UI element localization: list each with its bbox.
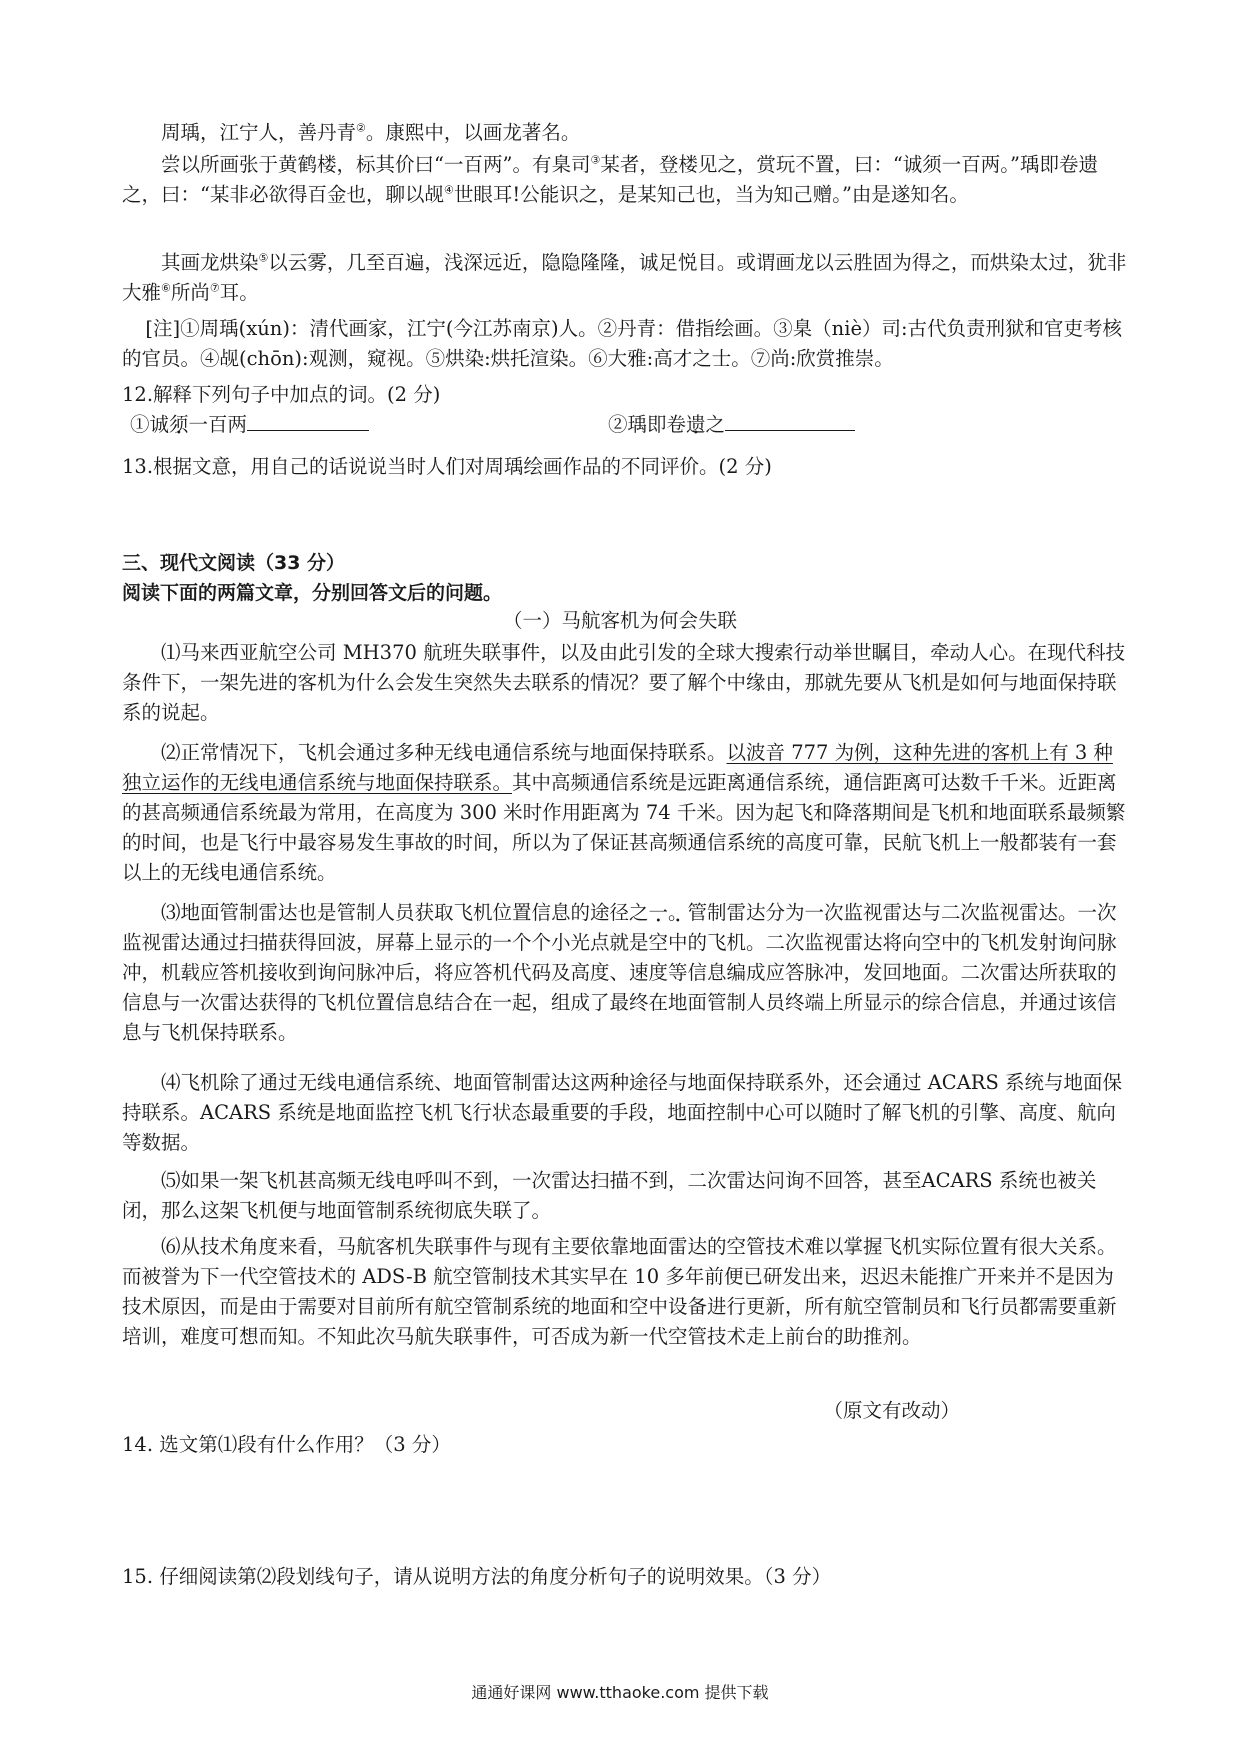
dotted-word: 遗 (686, 413, 706, 436)
question-15: 15. 仔细阅读第⑵段划线句子，请从说明方法的角度分析句子的说明效果。（3 分） (122, 1565, 832, 1588)
article-paragraph-1: ⑴马来西亚航空公司 MH370 航班失联事件，以及由此引发的全球大搜索行动举世瞩目，牵动人心。在现代科技条件下，一架先进的客机为什么会发生突然失去联系的情况？要了解个中缘由，那就先要从飞机是如何与地面保持联系的说起。 (122, 641, 1126, 724)
classical-paragraph-1: 周瑀，江宁人，善丹青②。康熙中，以画龙著名。 (161, 121, 581, 144)
classical-annotations: [注]①周瑀(xún)：清代画家，江宁(今江苏南京)人。②丹青：借指绘画。③臬（niè）司:古代负责刑狱和官吏考核的官员。④觇(chōn):观测，窥视。⑤烘染:烘托渲染。⑥大雅:高才之士。⑦尚:欣赏推崇。 (122, 317, 1123, 370)
classical-paragraph-3: 其画龙烘染⑤以云雾，几至百遍，浅深远近，隐隐隆隆，诚足悦目。或谓画龙以云胜固为得之，而烘染太过，犹非大雅⑥所尚⑦耳。 (122, 251, 1127, 304)
dotted-word: 须 (169, 413, 189, 436)
answer-blank-12-2[interactable] (725, 412, 855, 431)
underlined-sentence: 以波音 777 为例，这种先进的客机上有 3 种独立运作的无线电通信系统与地面保持联系。 (122, 741, 1113, 794)
question-12: 12.解释下列句子中加点的词。(2 分) (122, 383, 441, 406)
question-12-item-1: ①诚须一百两 (130, 410, 560, 440)
article-paragraph-4: ⑷飞机除了通过无线电通信系统、地面管制雷达这两种途径与地面保持联系外，还会通过 ACARS 系统与地面保持联系。ACARS 系统是地面监控飞机飞行状态最重要的手段，地面控制中心可以随时了解飞机的引擎、高度、航向等数据。 (122, 1071, 1123, 1154)
article-paragraph-6: ⑹从技术角度来看，马航客机失联事件与现有主要依靠地面雷达的空管技术难以掌握飞机实际位置有很大关系。而被誉为下一代空管技术的 ADS-B 航空管制技术其实早在 10 多年前便已研发出来，迟迟未能推广开来并不是因为技术原因，而是由于需要对目前所有航空管制系统的地面和空中设备进行更新，所有航空管制员和飞行员都需要重新培训，难度可想而知。不知此次马航失联事件，可否成为新一代空管技术走上前台的助推剂。 (122, 1235, 1117, 1348)
question-14: 14. 选文第⑴段有什么作用？（3 分） (122, 1433, 451, 1456)
dotted-char: 之 (629, 901, 649, 924)
classical-paragraph-2: 尝以所画张于黄鹤楼，标其价曰“一百两”。有臬司③某者，登楼见之，赏玩不置，曰：“诚须一百两。”瑀即卷遗之，曰：“某非必欲得百金也，聊以觇④世眼耳!公能识之，是某知己也，当为知己赠。”由是遂知名。 (122, 153, 1099, 206)
article-paragraph-2: ⑵正常情况下，飞机会通过多种无线电通信系统与地面保持联系。以波音 777 为例，这种先进的客机上有 3 种独立运作的无线电通信系统与地面保持联系。其中高频通信系统是远距离通信系统，通信距离可达数千千米。近距离的甚高频通信系统最为常用，在高度为 300 米时作用距离为 74 千米。因为起飞和降落期间是飞机和地面联系最频繁的时间，也是飞行中最容易发生事故的时间，所以为了保证甚高频通信系统的高度可靠，民航飞机上一般都装有一套以上的无线电通信系统。 (122, 741, 1126, 884)
section-instruction: 阅读下面的两篇文章，分别回答文后的问题。 (122, 582, 503, 604)
article-paragraph-3: ⑶地面管制雷达也是管制人员获取飞机位置信息的途径之一。管制雷达分为一次监视雷达与二次监视雷达。一次监视雷达通过扫描获得回波，屏幕上显示的一个个小光点就是空中的飞机。二次监视雷达将向空中的飞机发射询问脉冲，机载应答机接收到询问脉冲后，将应答机代码及高度、速度等信息编成应答脉冲，发回地面。二次雷达所获取的信息与一次雷达获得的飞机位置信息结合在一起，组成了最终在地面管制人员终端上所显示的综合信息，并通过该信息与飞机保持联系。 (122, 901, 1117, 1044)
dotted-char: 一 (648, 901, 669, 924)
source-note: （原文有改动） (823, 1399, 960, 1422)
question-13: 13.根据文意，用自己的话说说当时人们对周瑀绘画作品的不同评价。(2 分) (122, 455, 772, 478)
article-title: （一）马航客机为何会失联 (502, 609, 737, 632)
page-footer: 通通好课网 www.tthaoke.com 提供下载 (471, 1683, 769, 1702)
section-heading: 三、现代文阅读（33 分） (122, 552, 346, 574)
question-12-item-2: ②瑀即卷遗之 (608, 410, 1008, 440)
answer-blank-12-1[interactable] (247, 412, 369, 431)
article-paragraph-5: ⑸如果一架飞机甚高频无线电呼叫不到，一次雷达扫描不到，二次雷达问询不回答，甚至ACARS 系统也被关闭，那么这架飞机便与地面管制系统彻底失联了。 (122, 1169, 1097, 1222)
